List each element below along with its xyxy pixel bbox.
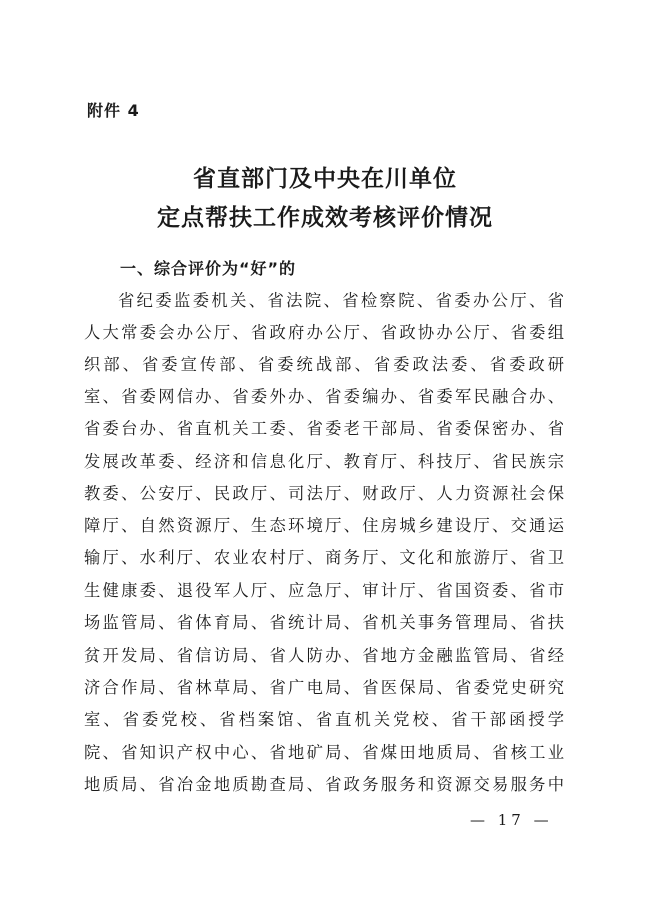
section-heading: 一、综合评价为“好”的 xyxy=(120,259,297,278)
body-line: 场监管局、省体育局、省统计局、省机关事务管理局、省扶 xyxy=(84,613,564,632)
body-line: 障厅、自然资源厅、生态环境厅、住房城乡建设厅、交通运 xyxy=(84,516,564,535)
body-line: 输厅、水利厅、农业农村厅、商务厅、文化和旅游厅、省卫 xyxy=(84,548,564,567)
document-title-line-1: 省直部门及中央在川单位 xyxy=(193,166,457,192)
body-line: 院、省知识产权中心、省地矿局、省煤田地质局、省核工业 xyxy=(84,743,564,762)
body-line: 室、省委党校、省档案馆、省直机关党校、省干部函授学 xyxy=(84,710,564,729)
body-line: 室、省委网信办、省委外办、省委编办、省委军民融合办、 xyxy=(84,387,564,406)
body-line: 省纪委监委机关、省法院、省检察院、省委办公厅、省 xyxy=(118,291,564,310)
page-number: — 17 — xyxy=(470,811,553,829)
body-line: 地质局、省冶金地质勘查局、省政务服务和资源交易服务中 xyxy=(84,775,564,794)
body-line: 济合作局、省林草局、省广电局、省医保局、省委党史研究 xyxy=(84,678,564,697)
body-line: 贫开发局、省信访局、省人防办、省地方金融监管局、省经 xyxy=(84,646,564,665)
body-line: 织部、省委宣传部、省委统战部、省委政法委、省委政研 xyxy=(84,355,564,374)
body-line: 发展改革委、经济和信息化厅、教育厅、科技厅、省民族宗 xyxy=(84,452,564,471)
body-line: 生健康委、退役军人厅、应急厅、审计厅、省国资委、省市 xyxy=(84,581,564,600)
document-title-line-2: 定点帮扶工作成效考核评价情况 xyxy=(157,205,493,231)
body-line: 人大常委会办公厅、省政府办公厅、省政协办公厅、省委组 xyxy=(84,323,564,342)
body-line: 省委台办、省直机关工委、省委老干部局、省委保密办、省 xyxy=(84,419,564,438)
body-line: 教委、公安厅、民政厅、司法厅、财政厅、人力资源社会保 xyxy=(84,484,564,503)
attachment-label: 附件 4 xyxy=(87,101,140,120)
